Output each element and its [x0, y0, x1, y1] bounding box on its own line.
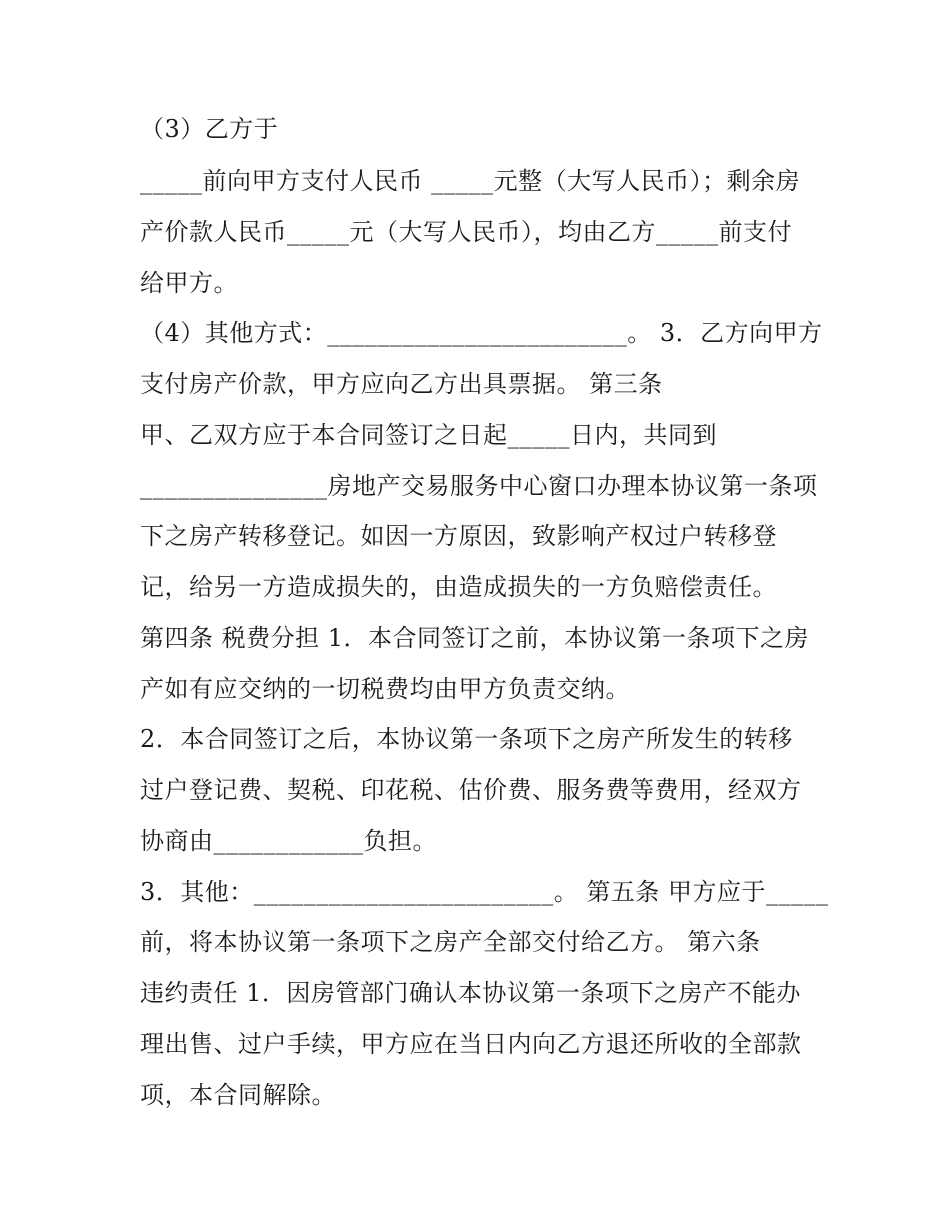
text-line: 违约责任 1．因房管部门确认本协议第一条项下之房产不能办: [140, 979, 801, 1007]
text-line: _______________房地产交易服务中心窗口办理本协议第一条项: [140, 472, 818, 500]
text-line: 第四条 税费分担 1．本合同签订之前，本协议第一条项下之房: [140, 624, 810, 652]
text-line: 产价款人民币_____元（大写人民币），均由乙方_____前支付: [140, 218, 792, 246]
text-line: 给甲方。: [140, 269, 238, 297]
text-line: 记，给另一方造成损失的，由造成损失的一方负赔偿责任。: [140, 573, 777, 601]
text-line: 支付房产价款，甲方应向乙方出具票据。 第三条: [140, 370, 663, 398]
text-line: 前，将本协议第一条项下之房产全部交付给乙方。 第六条: [140, 928, 761, 956]
text-line: 协商由____________负担。: [140, 827, 437, 855]
text-line: 2．本合同签订之后，本协议第一条项下之房产所发生的转移: [140, 725, 793, 753]
text-line: 项，本合同解除。: [140, 1081, 336, 1109]
text-line: 3．其他：________________________。 第五条 甲方应于_____: [140, 878, 829, 906]
text-line: 下之房产转移登记。如因一方原因，致影响产权过户转移登: [140, 522, 777, 550]
text-line: 过户登记费、契税、印花税、估价费、服务费等费用，经双方: [140, 776, 802, 804]
text-line: 甲、乙双方应于本合同签订之日起_____日内，共同到: [140, 421, 717, 449]
text-line: _____前向甲方支付人民币 _____元整（大写人民币）；剩余房: [140, 167, 801, 195]
text-line: 理出售、过户手续，甲方应在当日内向乙方退还所收的全部款: [140, 1030, 802, 1058]
text-line: （4）其他方式：________________________。 3．乙方向甲方: [140, 319, 823, 347]
text-line: （3）乙方于: [140, 115, 279, 143]
text-line: 产如有应交纳的一切税费均由甲方负责交纳。: [140, 675, 630, 703]
